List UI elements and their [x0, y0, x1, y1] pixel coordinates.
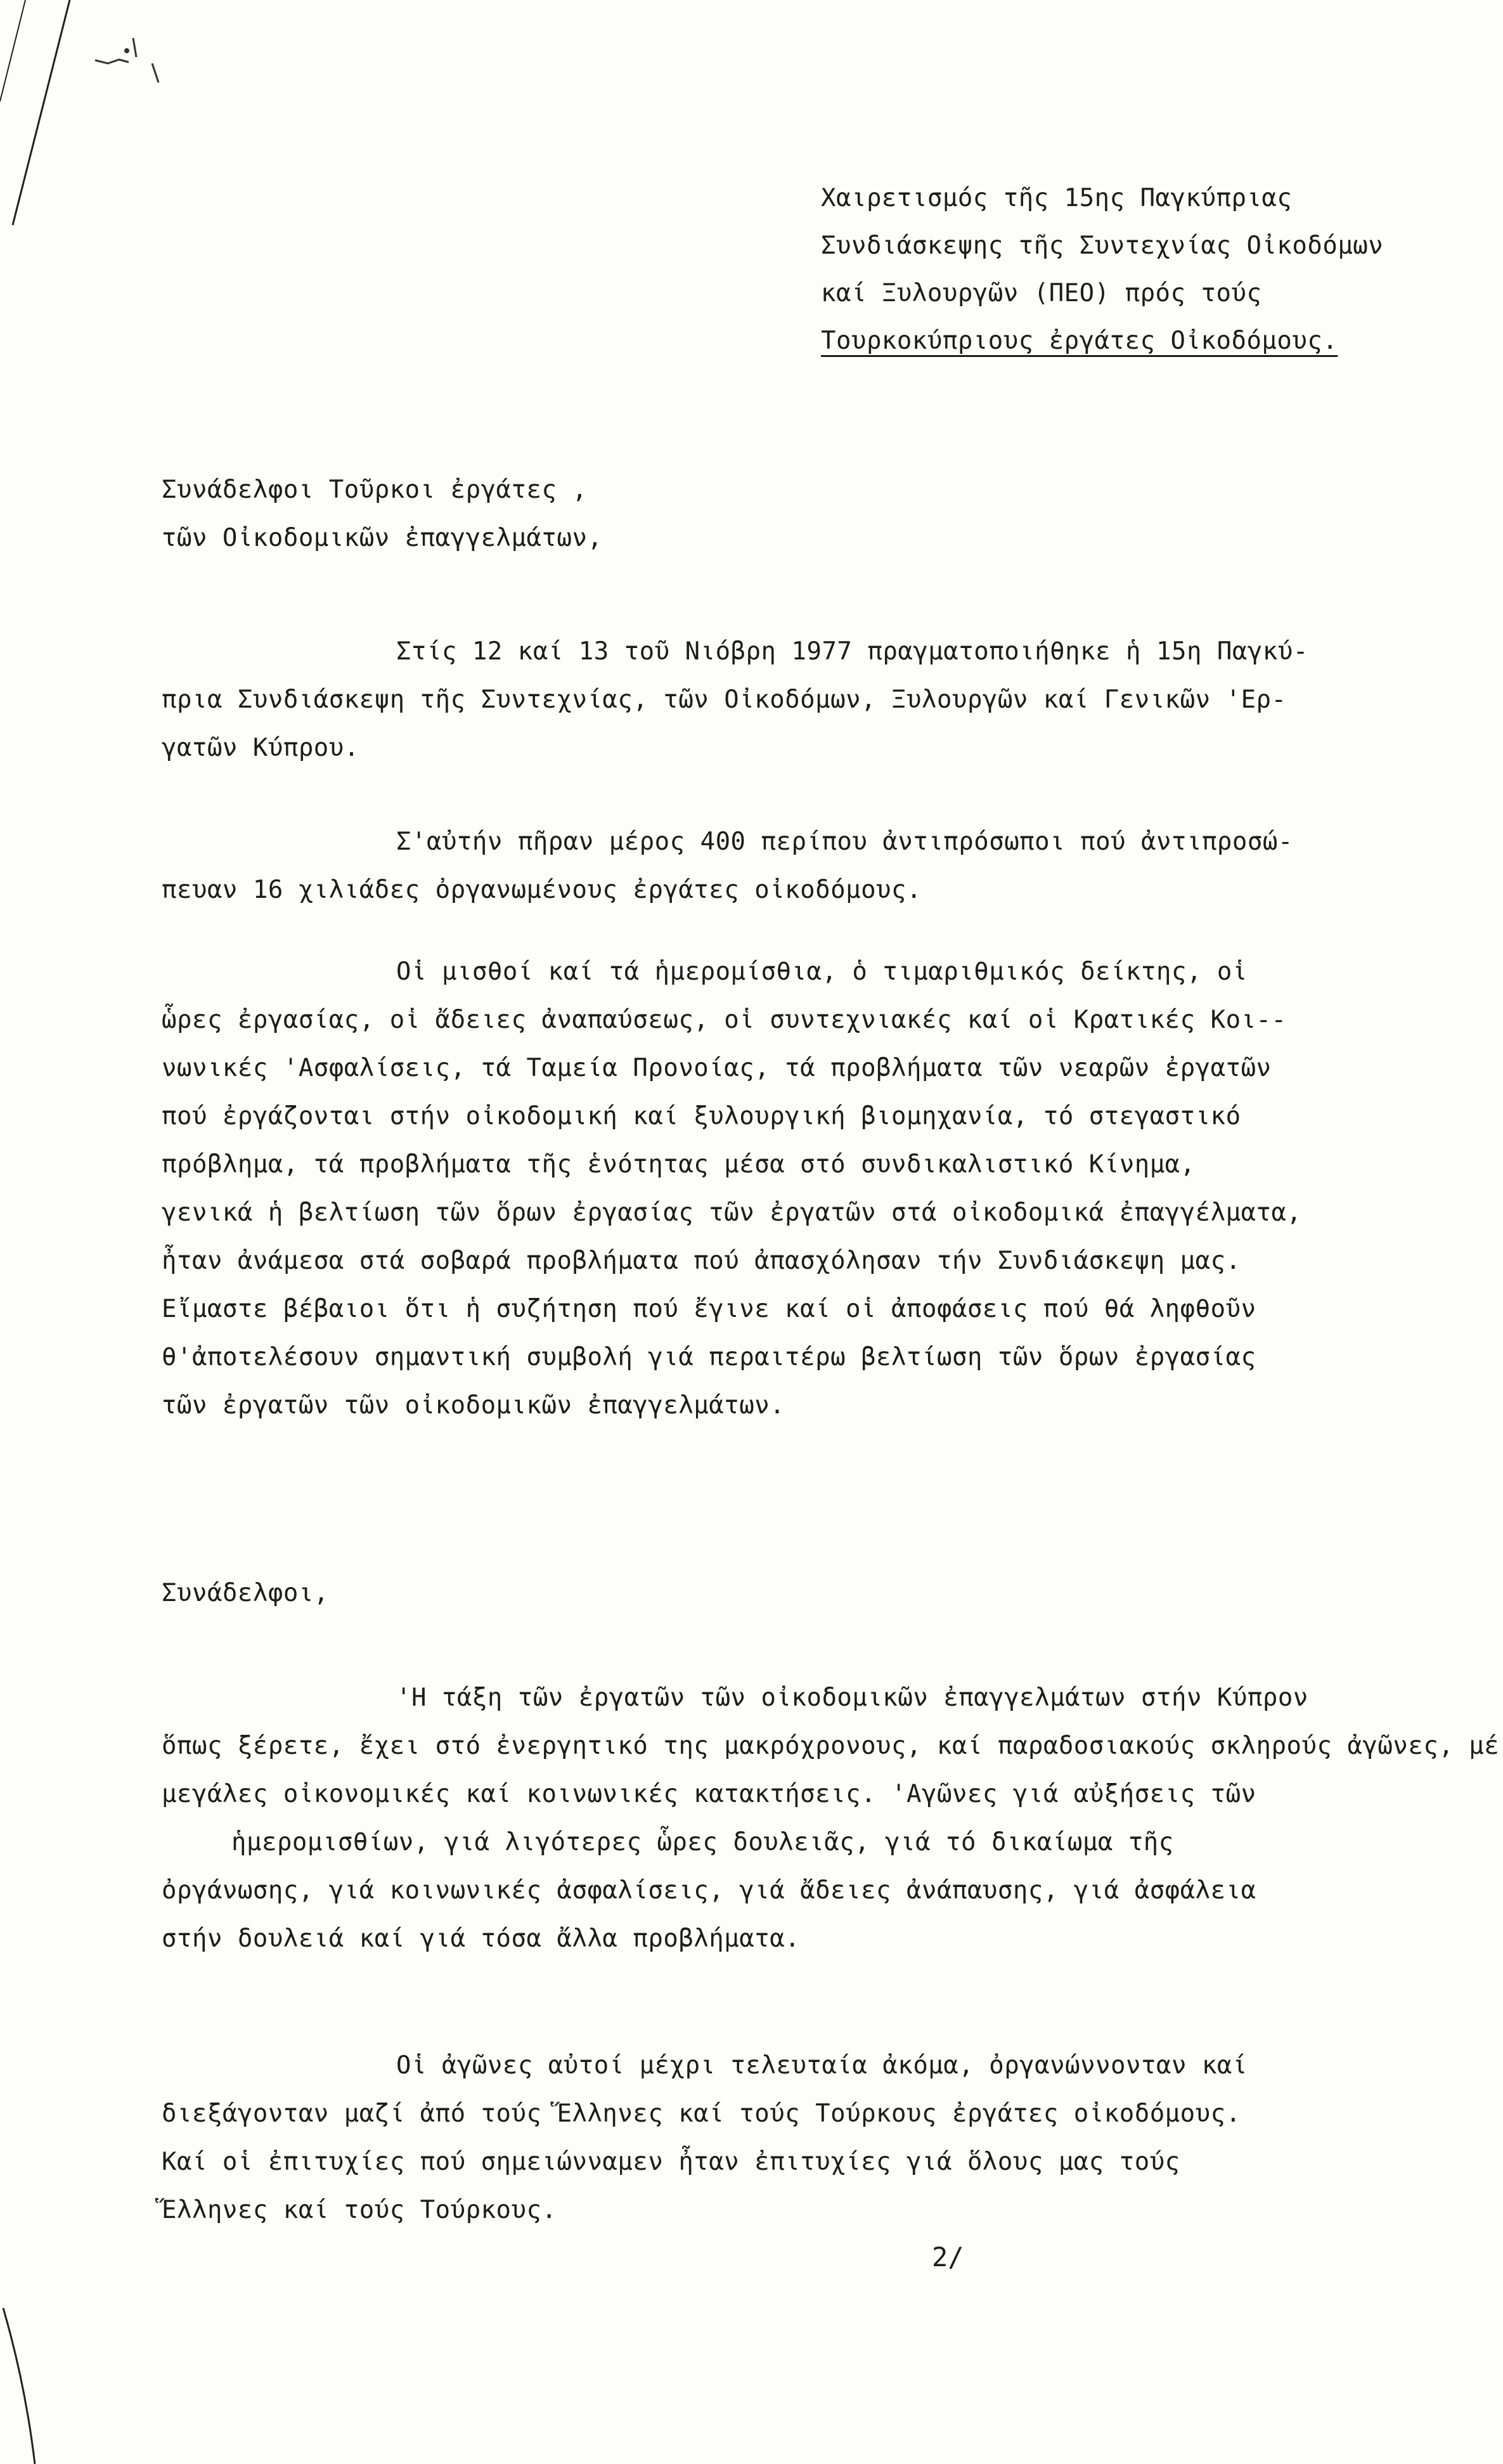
- p3-line-6: γενικά ἡ βελτίωση τῶν ὅρων ἐργασίας τῶν ἐργατῶν στά οἰκοδομικά ἐπαγγέλματα,: [162, 1198, 1302, 1227]
- p3-line-8: Εἴμαστε βέβαιοι ὅτι ἡ συζήτηση πού ἔγινε καί οἱ ἀποφάσεις πού θά ληφθοῦν: [162, 1295, 1256, 1323]
- p2-line-2: πευαν 16 χιλιάδες ὀργανωμένους ἐργάτες οἰκοδόμους.: [162, 876, 922, 904]
- p4-line-5: ὀργάνωσης, γιά κοινωνικές ἀσφαλίσεις, γιά ἄδειες ἀνάπαυσης, γιά ἀσφάλεια: [162, 1876, 1256, 1905]
- title-line-1: Χαιρετισμός τῆς 15ης Παγκύπριας: [821, 184, 1293, 212]
- p3-line-1: Οἱ μισθοί καί τά ἡμερομίσθια, ὁ τιμαριθμικός δείκτης, οἱ: [396, 957, 1248, 986]
- title-line-3: καί Ξυλουργῶν (ΠΕΟ) πρός τούς: [821, 279, 1262, 308]
- p5-line-3: Καί οἱ ἐπιτυχίες πού σημειώνναμεν ἦταν ἐπιτυχίες γιά ὅλους μας τούς: [162, 2148, 1180, 2176]
- p4-line-1: 'Η τάξη τῶν ἐργατῶν τῶν οἰκοδομικῶν ἐπαγγελμάτων στήν Κύπρον: [396, 1683, 1308, 1712]
- p3-line-2: ὧρες ἐργασίας, οἱ ἄδειες ἀναπαύσεως, οἱ συντεχνιακές καί οἱ Κρατικές Κοι--: [162, 1006, 1287, 1034]
- p4-line-4: ἡμερομισθίων, γιά λιγότερες ὧρες δουλειᾶς, γιά τό δικαίωμα τῆς: [231, 1828, 1174, 1857]
- scan-edge-mark-top: [0, 0, 203, 228]
- p3-line-9: θ'ἀποτελέσουν σημαντική συμβολή γιά περαιτέρω βελτίωση τῶν ὅρων ἐργασίας: [162, 1343, 1256, 1371]
- salutation-line-2: τῶν Οἰκοδομικῶν ἐπαγγελμάτων,: [162, 524, 603, 552]
- salutation: [162, 466, 1366, 562]
- p3-line-5: πρόβλημα, τά προβλήματα τῆς ἑνότητας μέσα στό συνδικαλιστικό Κίνημα,: [162, 1150, 1196, 1179]
- letter-title: [821, 174, 1429, 365]
- p3-line-10: τῶν ἐργατῶν τῶν οἰκοδομικῶν ἐπαγγελμάτων.: [162, 1391, 785, 1420]
- title-line-4: Τουρκοκύπριους ἐργάτες Οἰκοδόμους.: [821, 327, 1338, 355]
- paragraph-3: [162, 948, 1366, 1430]
- p1-line-3: γατῶν Κύπρου.: [162, 734, 359, 762]
- salutation-2: [162, 1569, 1366, 1618]
- paragraph-4: [162, 1674, 1500, 1963]
- p1-line-1: Στίς 12 καί 13 τοῦ Νιόβρη 1977 πραγματοποιήθηκε ἡ 15η Παγκύ-: [396, 637, 1308, 666]
- page-number: 2/: [932, 2241, 964, 2273]
- scan-edge-mark-bottom: [0, 2308, 51, 2464]
- p3-line-7: ἦταν ἀνάμεσα στά σοβαρά προβλήματα πού ἀπασχόλησαν τήν Συνδιάσκεψη μας.: [162, 1247, 1241, 1275]
- p5-line-1: Οἱ ἀγῶνες αὐτοί μέχρι τελευταία ἀκόμα, ὀργανώννονταν καί: [396, 2051, 1248, 2080]
- title-line-2: Συνδιάσκεψης τῆς Συντεχνίας Οἰκοδόμων: [821, 231, 1384, 260]
- paragraph-5: [162, 2042, 1366, 2234]
- p3-line-4: πού ἐργάζονται στήν οἰκοδομική καί ξυλουργική βιομηχανία, τό στεγαστικό: [162, 1102, 1241, 1131]
- p4-line-6: στήν δουλειά καί γιά τόσα ἄλλα προβλήματα.: [162, 1924, 801, 1953]
- p1-line-2: πρια Συνδιάσκεψη τῆς Συντεχνίας, τῶν Οἰκοδόμων, Ξυλουργῶν καί Γενικῶν 'Ερ-: [162, 685, 1287, 714]
- p4-line-3: μεγάλες οἰκονομικές καί κοινωνικές κατακτήσεις. 'Αγῶνες γιά αὐξήσεις τῶν: [162, 1780, 1256, 1808]
- p4-line-2: ὅπως ξέρετε, ἔχει στό ἐνεργητικό της μακρόχρονους, καί παραδοσιακούς σκληρούς ἀγῶνες, μέ: [162, 1732, 1500, 1760]
- p3-line-3: νωνικές 'Ασφαλίσεις, τά Ταμεία Προνοίας, τά προβλήματα τῶν νεαρῶν ἐργατῶν: [162, 1054, 1272, 1082]
- paragraph-2: [162, 818, 1366, 914]
- salutation-line-1: Συνάδελφοι Τοῦρκοι ἐργάτες ,: [162, 476, 588, 504]
- p5-line-2: διεξάγονταν μαζί ἀπό τούς Ἕλληνες καί τούς Τούρκους ἐργάτες οἰκοδόμους.: [162, 2099, 1241, 2128]
- p2-line-1: Σ'αὐτήν πῆραν μέρος 400 περίπου ἀντιπρόσωποι πού ἀντιπροσώ-: [396, 827, 1293, 856]
- paragraph-1: [162, 628, 1366, 772]
- p5-line-4: Ἕλληνες καί τούς Τούρκους.: [162, 2196, 557, 2224]
- salutation2-line: Συνάδελφοι,: [162, 1579, 329, 1607]
